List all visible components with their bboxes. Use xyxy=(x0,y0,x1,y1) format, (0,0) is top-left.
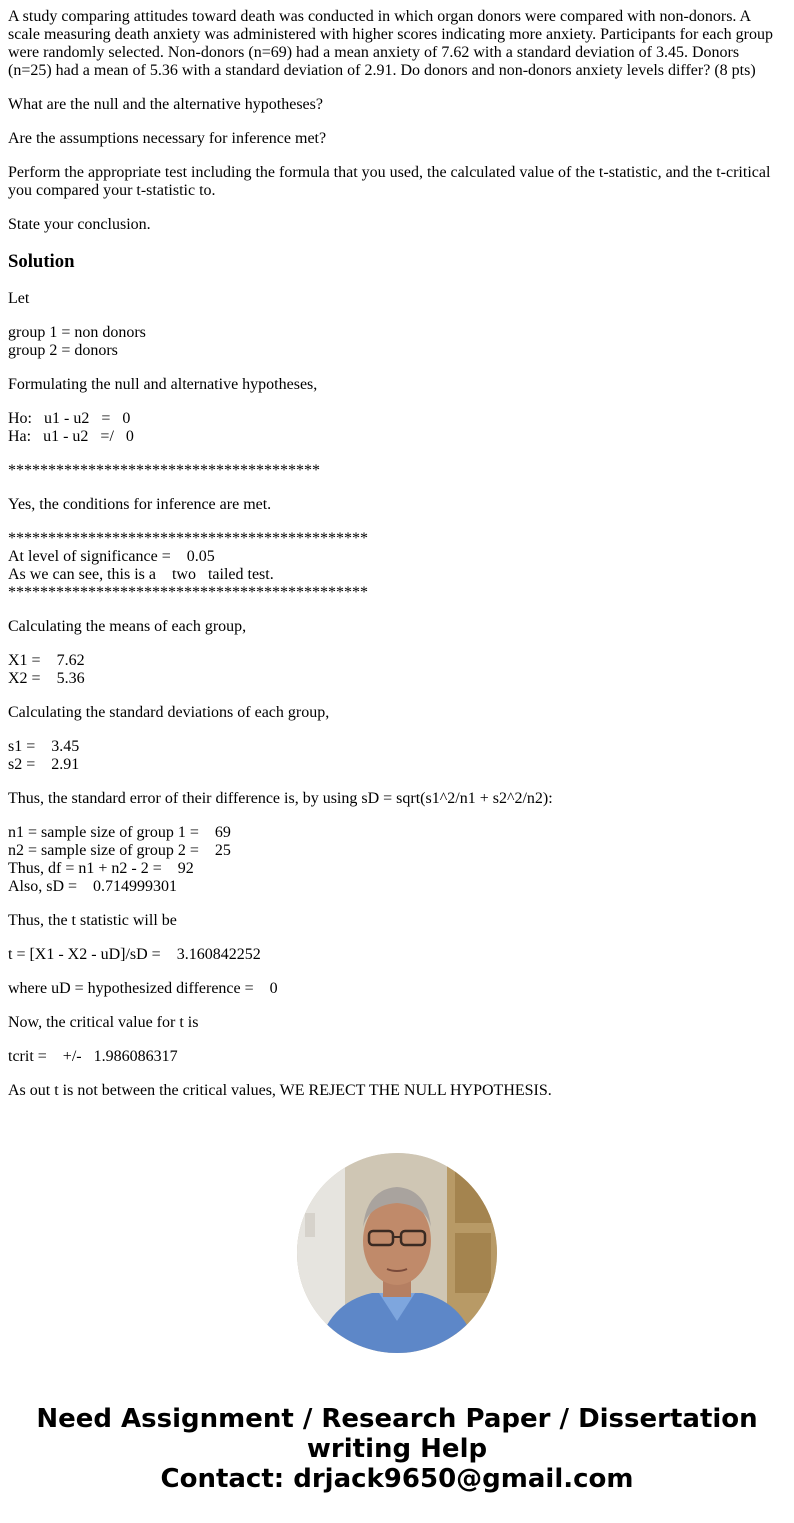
sd-s2: s2 = 2.91 xyxy=(8,756,80,773)
question-conclusion: State your conclusion. xyxy=(8,216,151,233)
significance-block xyxy=(8,530,778,602)
hypotheses xyxy=(8,410,778,446)
null-hypothesis: Ho: u1 - u2 = 0 xyxy=(8,410,131,427)
footer-contact: Contact: drjack9650@gmail.com xyxy=(160,1464,634,1494)
question-assumptions: Are the assumptions necessary for inference met? xyxy=(8,130,327,147)
critical-intro: Now, the critical value for t is xyxy=(8,1014,199,1031)
alternative-hypothesis: Ha: u1 - u2 =/ 0 xyxy=(8,428,134,445)
separator-2: ********************************************* xyxy=(8,530,368,547)
means-values xyxy=(8,652,778,688)
sd-intro: Calculating the standard deviations of each group, xyxy=(8,704,330,721)
mean-x1: X1 = 7.62 xyxy=(8,652,85,669)
footer-line-2: writing Help xyxy=(306,1434,488,1464)
sample-sizes xyxy=(8,824,778,896)
t-statistic: t = [X1 - X2 - uD]/sD = 3.160842252 xyxy=(8,946,261,963)
separator-1: *************************************** xyxy=(8,462,320,479)
footer-banner xyxy=(0,1404,794,1494)
solution-let: Let xyxy=(8,290,30,307)
question-intro: A study comparing attitudes toward death was conducted in which organ donors were compared with non-donors. A scale measuring death anxiety was administered with higher scores indicating more anxiety. Participants for each group were randomly selected. Non-donors (n=69) had a mean anxiety of 7.62 with a standard deviation of 3.45. Donors (n=25) had a mean of 5.36 with a standard deviation of 2.91. Do donors and non-donors anxiety levels differ? (8 pts) xyxy=(8,8,773,79)
conclusion-text: As out t is not between the critical values, WE REJECT THE NULL HYPOTHESIS. xyxy=(8,1082,552,1099)
sd-s1: s1 = 3.45 xyxy=(8,738,80,755)
degrees-of-freedom: Thus, df = n1 + n2 - 2 = 92 xyxy=(8,860,194,877)
tail-type: As we can see, this is a two tailed test. xyxy=(8,566,274,583)
standard-error: Also, sD = 0.714999301 xyxy=(8,878,178,895)
t-intro: Thus, the t statistic will be xyxy=(8,912,177,929)
question-test: Perform the appropriate test including the formula that you used, the calculated value of the t-statistic, and the t-critical you compared your t-statistic to. xyxy=(8,164,771,199)
group1-definition: group 1 = non donors xyxy=(8,324,146,341)
se-intro: Thus, the standard error of their difference is, by using sD = sqrt(s1^2/n1 + s2^2/n2): xyxy=(8,790,553,807)
conditions-text: Yes, the conditions for inference are met. xyxy=(8,496,272,513)
portrait-image xyxy=(297,1153,497,1353)
separator-3: ********************************************* xyxy=(8,584,368,601)
significance-level: At level of significance = 0.05 xyxy=(8,548,215,565)
means-intro: Calculating the means of each group, xyxy=(8,618,247,635)
mean-x2: X2 = 5.36 xyxy=(8,670,85,687)
footer-line-1: Need Assignment / Research Paper / Dissertation xyxy=(36,1404,758,1434)
sd-values xyxy=(8,738,778,774)
hypothesized-difference: where uD = hypothesized difference = 0 xyxy=(8,980,278,997)
solution-heading: Solution xyxy=(8,251,75,272)
group-definitions xyxy=(8,324,778,360)
sample-size-n1: n1 = sample size of group 1 = 69 xyxy=(8,824,231,841)
formulating-text: Formulating the null and alternative hypotheses, xyxy=(8,376,318,393)
author-photo xyxy=(297,1153,497,1353)
t-critical: tcrit = +/- 1.986086317 xyxy=(8,1048,178,1065)
document-content xyxy=(8,0,778,1122)
sample-size-n2: n2 = sample size of group 2 = 25 xyxy=(8,842,231,859)
group2-definition: group 2 = donors xyxy=(8,342,118,359)
question-hypotheses: What are the null and the alternative hypotheses? xyxy=(8,96,323,113)
